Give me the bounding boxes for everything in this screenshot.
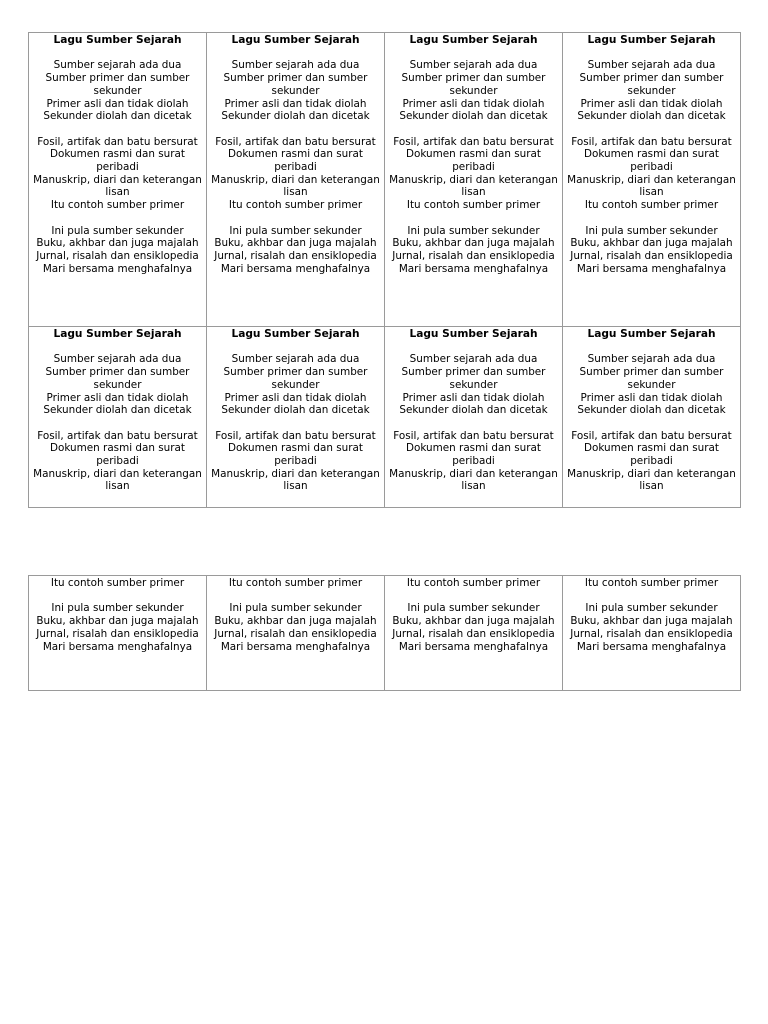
lyric-line: Primer asli dan tidak diolah	[46, 391, 189, 404]
lyric-line: Buku, akhbar dan juga majalah	[392, 237, 555, 250]
lyric-line: Ini pula sumber sekunder	[585, 224, 718, 237]
lyric-line: Primer asli dan tidak diolah	[580, 391, 723, 404]
song-card	[563, 576, 741, 691]
song-card	[563, 33, 741, 327]
lyric-line: Jurnal, risalah dan ensiklopedia	[214, 627, 377, 640]
table-row	[29, 33, 741, 327]
lyric-line: Sekunder diolah dan dicetak	[43, 110, 192, 123]
lyric-line: Sumber sejarah ada dua	[231, 59, 360, 72]
stanza-gap	[210, 590, 381, 603]
stanza-gap	[566, 212, 737, 225]
song-title: Lagu Sumber Sejarah	[587, 34, 716, 46]
lyric-line: Manuskrip, diari dan keterangan lisan	[211, 173, 380, 199]
song-title: Lagu Sumber Sejarah	[53, 34, 182, 46]
lyric-line: Dokumen rasmi dan surat peribadi	[406, 148, 541, 173]
lyric-line: Fosil, artifak dan batu bersurat	[37, 135, 198, 148]
lyric-line: Itu contoh sumber primer	[50, 577, 185, 589]
lyric-line: Primer asli dan tidak diolah	[224, 391, 367, 404]
lyric-line: Buku, akhbar dan juga majalah	[214, 615, 377, 628]
lyric-line: Dokumen rasmi dan surat peribadi	[228, 148, 363, 173]
lyric-line: Manuskrip, diari dan keterangan lisan	[211, 467, 380, 493]
lyric-line: Primer asli dan tidak diolah	[402, 391, 545, 404]
lyric-line: Sumber sejarah ada dua	[53, 353, 182, 366]
stanza-gap	[32, 123, 203, 136]
lyric-line: Dokumen rasmi dan surat peribadi	[50, 148, 185, 173]
table-row	[29, 327, 741, 508]
song-cards-table-bottom	[28, 575, 741, 691]
song-card	[29, 576, 207, 691]
lyric-line: Jurnal, risalah dan ensiklopedia	[214, 249, 377, 262]
stanza-gap	[210, 123, 381, 136]
lyric-line: Sumber sejarah ada dua	[409, 59, 538, 72]
stanza-gap	[388, 212, 559, 225]
lyric-line: Sumber primer dan sumber sekunder	[45, 72, 190, 97]
lyric-line: Manuskrip, diari dan keterangan lisan	[389, 467, 558, 493]
lyric-line: Fosil, artifak dan batu bersurat	[215, 429, 376, 442]
lyric-line: Dokumen rasmi dan surat peribadi	[584, 442, 719, 467]
lyric-line: Sumber primer dan sumber sekunder	[45, 366, 190, 391]
lyric-line: Sumber primer dan sumber sekunder	[223, 72, 368, 97]
lyric-line: Primer asli dan tidak diolah	[46, 97, 189, 110]
lyric-line: Ini pula sumber sekunder	[407, 224, 540, 237]
lyric-line: Primer asli dan tidak diolah	[224, 97, 367, 110]
lyric-line: Itu contoh sumber primer	[584, 577, 719, 589]
song-cards-table-top	[28, 32, 741, 508]
lyric-line: Manuskrip, diari dan keterangan lisan	[389, 173, 558, 199]
stanza-gap	[32, 590, 203, 603]
song-title: Lagu Sumber Sejarah	[409, 34, 538, 46]
song-card	[207, 576, 385, 691]
lyric-line: Sumber sejarah ada dua	[587, 59, 716, 72]
song-card-full	[207, 33, 384, 275]
song-card	[207, 327, 385, 508]
lyric-line: Sumber primer dan sumber sekunder	[223, 366, 368, 391]
stanza-gap	[566, 590, 737, 603]
lyric-line: Jurnal, risalah dan ensiklopedia	[392, 249, 555, 262]
lyric-line: Manuskrip, diari dan keterangan lisan	[567, 467, 736, 493]
lyric-line: Sumber sejarah ada dua	[231, 353, 360, 366]
lyric-line: Jurnal, risalah dan ensiklopedia	[570, 627, 733, 640]
stanza-gap	[210, 47, 381, 60]
stanza-gap	[388, 123, 559, 136]
song-card-part2	[563, 576, 740, 653]
lyric-line: Ini pula sumber sekunder	[51, 602, 184, 615]
table-row	[29, 576, 741, 691]
stanza-gap	[566, 417, 737, 430]
lyric-line: Manuskrip, diari dan keterangan lisan	[33, 173, 202, 199]
song-card	[29, 33, 207, 327]
lyric-line: Sumber primer dan sumber sekunder	[401, 366, 546, 391]
song-card-full	[385, 33, 562, 275]
lyric-line: Sumber primer dan sumber sekunder	[579, 366, 724, 391]
stanza-gap	[388, 417, 559, 430]
lyric-line: Buku, akhbar dan juga majalah	[214, 237, 377, 250]
song-card-full	[29, 33, 206, 275]
lyric-line: Sekunder diolah dan dicetak	[399, 404, 548, 417]
song-title: Lagu Sumber Sejarah	[409, 328, 538, 340]
lyric-line: Jurnal, risalah dan ensiklopedia	[392, 627, 555, 640]
song-card	[385, 576, 563, 691]
lyric-line: Buku, akhbar dan juga majalah	[36, 615, 199, 628]
lyric-line: Buku, akhbar dan juga majalah	[392, 615, 555, 628]
lyric-line: Mari bersama menghafalnya	[398, 262, 549, 275]
lyric-line: Itu contoh sumber primer	[406, 577, 541, 589]
lyric-line: Manuskrip, diari dan keterangan lisan	[33, 467, 202, 493]
lyric-line: Sekunder diolah dan dicetak	[577, 404, 726, 417]
lyric-line: Sekunder diolah dan dicetak	[577, 110, 726, 123]
lyric-line: Ini pula sumber sekunder	[229, 224, 362, 237]
lyric-line: Jurnal, risalah dan ensiklopedia	[36, 627, 199, 640]
lyric-line: Sumber primer dan sumber sekunder	[579, 72, 724, 97]
lyric-line: Sumber primer dan sumber sekunder	[401, 72, 546, 97]
song-card-part1	[29, 327, 206, 493]
lyric-line: Dokumen rasmi dan surat peribadi	[584, 148, 719, 173]
lyric-line: Mari bersama menghafalnya	[42, 262, 193, 275]
lyric-line: Mari bersama menghafalnya	[576, 640, 727, 653]
lyric-line: Fosil, artifak dan batu bersurat	[571, 135, 732, 148]
stanza-gap	[210, 212, 381, 225]
song-card-part1	[563, 327, 740, 493]
lyric-line: Primer asli dan tidak diolah	[580, 97, 723, 110]
lyric-line: Itu contoh sumber primer	[228, 577, 363, 589]
lyric-line: Fosil, artifak dan batu bersurat	[215, 135, 376, 148]
lyric-line: Itu contoh sumber primer	[228, 199, 363, 212]
lyric-line: Ini pula sumber sekunder	[585, 602, 718, 615]
song-card	[563, 327, 741, 508]
stanza-gap	[32, 47, 203, 60]
song-card-part2	[385, 576, 562, 653]
song-card-part1	[207, 327, 384, 493]
lyric-line: Ini pula sumber sekunder	[229, 602, 362, 615]
stanza-gap	[566, 123, 737, 136]
lyric-line: Primer asli dan tidak diolah	[402, 97, 545, 110]
stanza-gap	[210, 341, 381, 354]
stanza-gap	[32, 341, 203, 354]
lyric-line: Buku, akhbar dan juga majalah	[570, 615, 733, 628]
song-card	[385, 33, 563, 327]
lyric-line: Buku, akhbar dan juga majalah	[36, 237, 199, 250]
lyric-line: Sumber sejarah ada dua	[53, 59, 182, 72]
lyric-line: Mari bersama menghafalnya	[398, 640, 549, 653]
stanza-gap	[388, 590, 559, 603]
song-title: Lagu Sumber Sejarah	[53, 328, 182, 340]
stanza-gap	[32, 212, 203, 225]
stanza-gap	[388, 47, 559, 60]
lyric-line: Sumber sejarah ada dua	[409, 353, 538, 366]
song-card	[207, 33, 385, 327]
lyric-line: Fosil, artifak dan batu bersurat	[571, 429, 732, 442]
lyric-line: Sekunder diolah dan dicetak	[43, 404, 192, 417]
song-title: Lagu Sumber Sejarah	[231, 34, 360, 46]
lyric-line: Sumber sejarah ada dua	[587, 353, 716, 366]
song-card-full	[563, 33, 740, 275]
lyric-line: Fosil, artifak dan batu bersurat	[393, 429, 554, 442]
lyric-line: Itu contoh sumber primer	[406, 199, 541, 212]
lyric-line: Mari bersama menghafalnya	[220, 640, 371, 653]
song-title: Lagu Sumber Sejarah	[587, 328, 716, 340]
lyric-line: Mari bersama menghafalnya	[576, 262, 727, 275]
lyric-line: Jurnal, risalah dan ensiklopedia	[36, 249, 199, 262]
lyric-line: Fosil, artifak dan batu bersurat	[37, 429, 198, 442]
lyric-line: Dokumen rasmi dan surat peribadi	[406, 442, 541, 467]
lyric-line: Dokumen rasmi dan surat peribadi	[50, 442, 185, 467]
song-title: Lagu Sumber Sejarah	[231, 328, 360, 340]
lyric-line: Ini pula sumber sekunder	[51, 224, 184, 237]
lyric-line: Manuskrip, diari dan keterangan lisan	[567, 173, 736, 199]
stanza-gap	[566, 47, 737, 60]
lyric-line: Itu contoh sumber primer	[584, 199, 719, 212]
stanza-gap	[32, 417, 203, 430]
lyric-line: Fosil, artifak dan batu bersurat	[393, 135, 554, 148]
lyric-line: Mari bersama menghafalnya	[220, 262, 371, 275]
stanza-gap	[566, 341, 737, 354]
stanza-gap	[210, 417, 381, 430]
song-card-part2	[207, 576, 384, 653]
lyric-line: Sekunder diolah dan dicetak	[399, 110, 548, 123]
lyric-line: Buku, akhbar dan juga majalah	[570, 237, 733, 250]
lyric-line: Dokumen rasmi dan surat peribadi	[228, 442, 363, 467]
lyric-line: Itu contoh sumber primer	[50, 199, 185, 212]
lyric-line: Sekunder diolah dan dicetak	[221, 110, 370, 123]
song-card-part2	[29, 576, 206, 653]
lyric-line: Sekunder diolah dan dicetak	[221, 404, 370, 417]
lyric-line: Ini pula sumber sekunder	[407, 602, 540, 615]
stanza-gap	[388, 341, 559, 354]
song-card-part1	[385, 327, 562, 493]
lyric-line: Jurnal, risalah dan ensiklopedia	[570, 249, 733, 262]
song-card	[385, 327, 563, 508]
lyric-line: Mari bersama menghafalnya	[42, 640, 193, 653]
song-card	[29, 327, 207, 508]
